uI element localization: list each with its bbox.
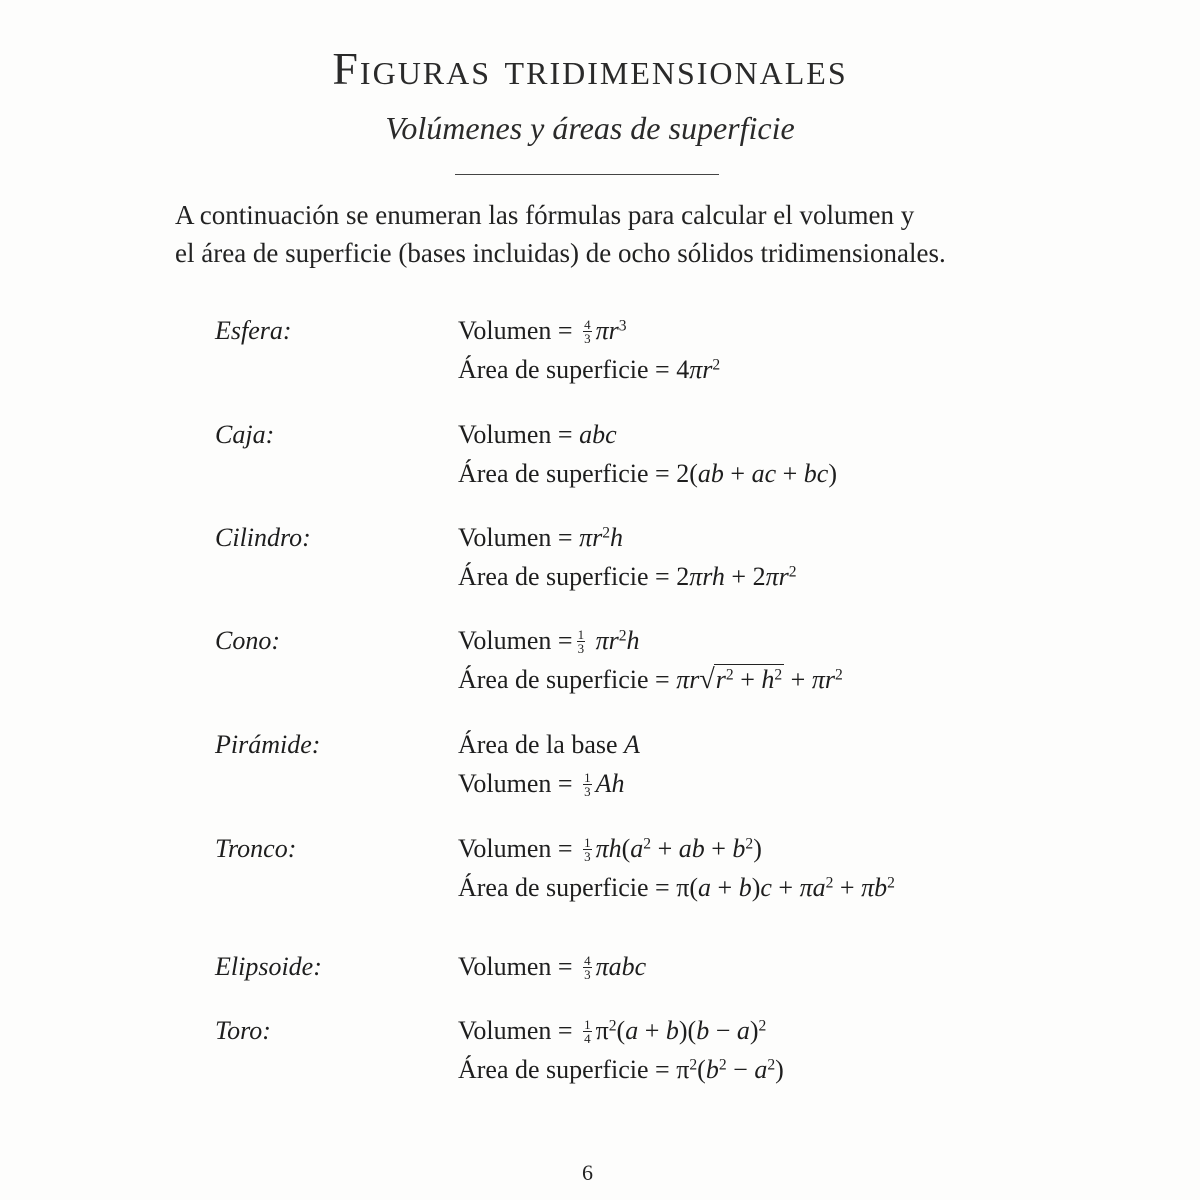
surface-formula: Área de superficie = $\pi^2(b^2 - a^2)$: [458, 1055, 784, 1084]
formula-label: Área de superficie =: [458, 873, 670, 902]
formula-label: Área de superficie =: [458, 1055, 670, 1084]
surface-formula: Área de superficie = $\pi(a + b)c + \pi a^2 + \pi b^2$: [458, 873, 895, 902]
formula-label: Volumen =: [458, 952, 573, 981]
base-area-formula: [458, 726, 640, 764]
formula-label: Volumen =: [458, 316, 573, 345]
formula-label: Volumen =: [458, 1016, 573, 1045]
solid-name: Cilindro:: [215, 523, 311, 552]
formula-label: Volumen =: [458, 769, 573, 798]
volume-formula: Volumen = $\frac{1}{3}$ $\pi h(a^2$ + ab + $b^2$): [458, 834, 762, 864]
volume-formula: Volumen = $\frac{1}{4}$ $\pi^2(a + b)(b - a)^2$: [458, 1016, 767, 1046]
surface-formula: Área de superficie = $\pi r√r^2 + h^2 + \pi r^2$: [458, 664, 843, 695]
surface-formula: Área de superficie = $2\pi rh + 2\pi r^2$: [458, 562, 797, 591]
formula-label: Área de superficie =: [458, 459, 670, 488]
volume-formula: Volumen = $\frac{1}{3}$ $\pi r^2h$: [458, 626, 640, 656]
volume-formula: Volumen = $\frac{4}{3}$ πabc: [458, 952, 647, 982]
solid-name: Esfera:: [215, 316, 292, 345]
solid-cono: [215, 622, 1115, 712]
solid-tronco: [215, 830, 1115, 920]
solid-esfera: [215, 312, 1115, 402]
solid-name: Toro:: [215, 1016, 271, 1045]
solid-name: Elipsoide:: [215, 952, 322, 981]
solid-name: Caja:: [215, 420, 275, 449]
base-variable: A: [624, 730, 640, 759]
solid-toro: [215, 1012, 1115, 1102]
solid-piramide: [215, 726, 1115, 816]
formula-label: Volumen =: [458, 420, 573, 449]
intro-line-1: A continuación se enumeran las fórmulas para calcular el volumen y: [175, 200, 915, 230]
formula-label: Volumen =: [458, 626, 573, 655]
page-subtitle: Volúmenes y áreas de superficie: [385, 110, 795, 146]
formula-label: Área de superficie =: [458, 355, 670, 384]
fraction: $\frac{1}{3}$: [584, 834, 591, 864]
solid-name: Pirámide:: [215, 730, 321, 759]
formula-label: Volumen =: [458, 523, 573, 552]
volume-formula: Volumen = abc: [458, 420, 617, 449]
fraction: $\frac{4}{3}$: [584, 316, 591, 346]
intro-line-2: el área de superficie (bases incluidas) de ocho sólidos tridimensionales.: [175, 238, 946, 268]
formula-label: Área de superficie =: [458, 665, 670, 694]
solid-cilindro: [215, 519, 1115, 609]
fraction: $\frac{1}{4}$: [584, 1016, 591, 1046]
fraction: $\frac{1}{3}$: [577, 626, 585, 656]
surface-formula: Área de superficie = $4\pi r^2$: [458, 355, 721, 384]
formula-label: Área de superficie =: [458, 562, 670, 591]
fraction: $\frac{1}{3}$: [584, 769, 591, 799]
title-divider: [455, 174, 719, 175]
solid-name: Cono:: [215, 626, 280, 655]
intro-paragraph: [175, 196, 1015, 272]
radical-sign: √: [699, 664, 715, 695]
solid-caja: [215, 416, 1115, 506]
radicand: $r^2 + h^2$: [715, 665, 783, 694]
fraction: $\frac{4}{3}$: [584, 952, 591, 982]
solid-name: Tronco:: [215, 834, 297, 863]
formula-label: Volumen =: [458, 834, 573, 863]
volume-formula: Volumen = $\frac{4}{3}$ $\pi r^3$: [458, 316, 627, 346]
page-number: 6: [582, 1160, 593, 1185]
page-title: Figuras tridimensionales: [332, 43, 848, 94]
volume-formula: Volumen = $\pi r^2h$: [458, 523, 624, 552]
formula-label: Área de la base: [458, 730, 618, 759]
volume-formula: Volumen = $\frac{1}{3}$ Ah: [458, 769, 625, 799]
surface-formula: Área de superficie = 2(ab + ac + bc): [458, 459, 838, 488]
